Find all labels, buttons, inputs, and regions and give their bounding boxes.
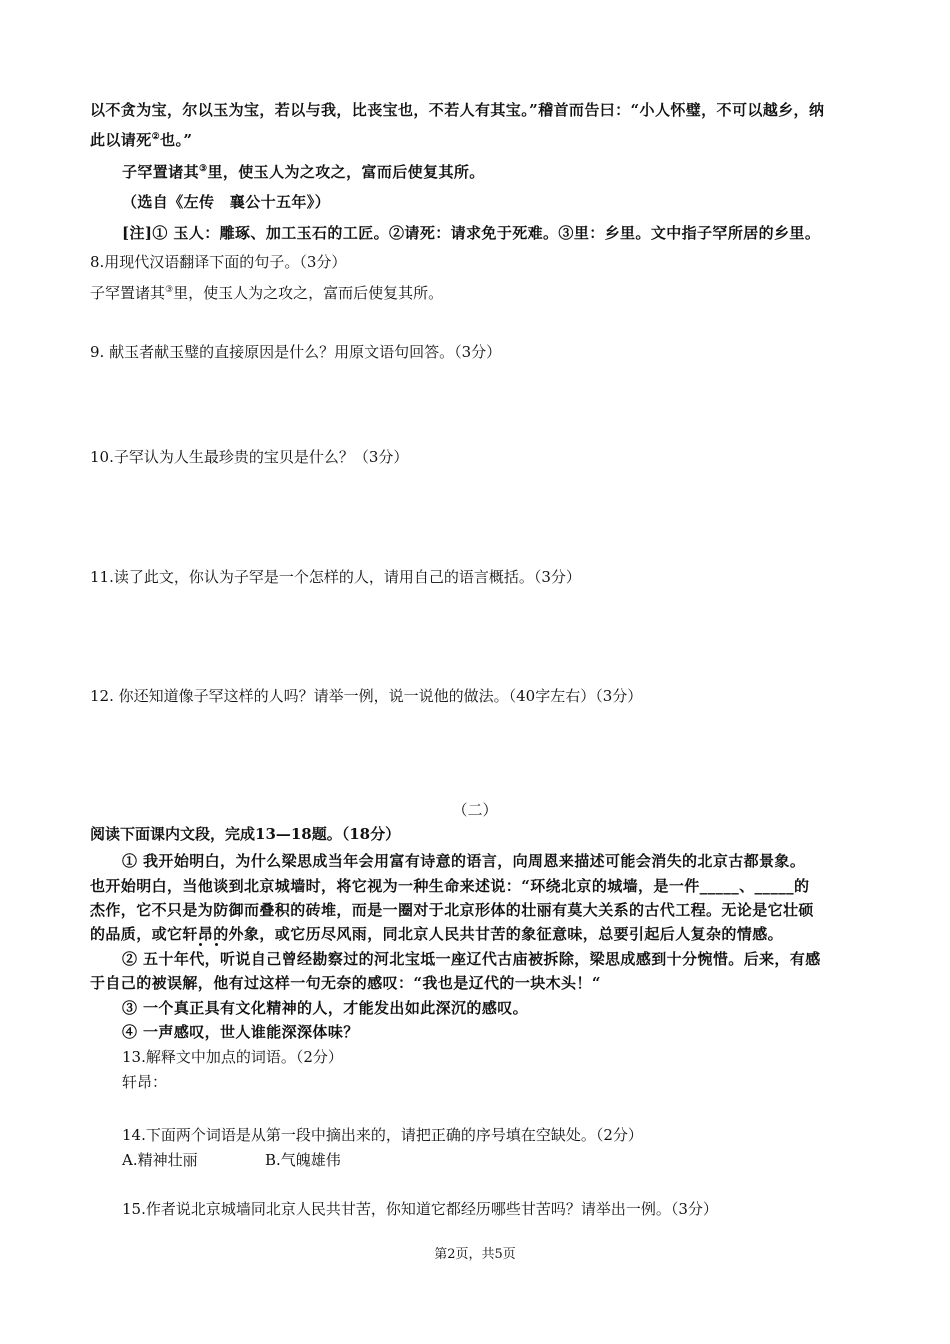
paragraph-2-line-1: ② 五十年代，听说自己曾经勘察过的河北宝坻一座辽代古庙被拆除，梁思成感到十分惋惜。后来，有感 — [122, 950, 821, 968]
paragraph-3: ③ 一个真正具有文化精神的人，才能发出如此深沉的感叹。 — [122, 999, 529, 1017]
question-14: 14.下面两个词语是从第一段中摘出来的，请把正确的序号填在空缺处。（2分） — [122, 1126, 643, 1144]
emphasis-dot-xuan — [199, 943, 202, 946]
question-14-option-a: A.精神壮丽 — [122, 1151, 198, 1169]
passage-note: [注]① 玉人：雕琢、加工玉石的工匠。②请死：请求免于死难。③里：乡里。文中指子罕所居的乡里。 — [122, 224, 821, 242]
question-8-sentence: 子罕置诸其③里，使玉人为之攻之，富而后使复其所。 — [90, 284, 444, 302]
paragraph-4: ④ 一声感叹，世人谁能深深体味？ — [122, 1023, 359, 1041]
paragraph-1-line-4: 的品质，或它轩昂的外象，或它历尽风雨，同北京人民共甘苦的象征意味，总要引起后人复杂的情感。 — [90, 925, 784, 943]
question-12: 12. 你还知道像子罕这样的人吗？请举一例，说一说他的做法。（40字左右）（3分） — [90, 687, 643, 705]
question-9: 9. 献玉者献玉璧的直接原因是什么？用原文语句回答。（3分） — [90, 343, 502, 361]
paragraph-1-line-3: 杰作，它不只是为防御而叠积的砖堆，而是一圈对于北京形体的壮丽有莫大关系的古代工程。无论是它壮硕 — [90, 901, 814, 919]
passage-line-1: 以不贪为宝，尔以玉为宝，若以与我，比丧宝也，不若人有其宝。”稽首而告曰：“小人怀璧，不可以越乡，纳 — [90, 101, 825, 119]
passage-source: （选自《左传 襄公十五年》） — [122, 193, 331, 211]
page-footer: 第2页，共5页 — [434, 1247, 516, 1262]
emphasis-dot-ang — [215, 943, 218, 946]
question-11: 11.读了此文，你认为子罕是一个怎样的人，请用自己的语言概括。（3分） — [90, 568, 581, 586]
section-2-instruction: 阅读下面课内文段，完成13—18题。（18分） — [90, 825, 401, 843]
question-14-option-b: B.气魄雄伟 — [265, 1151, 341, 1169]
question-8: 8.用现代汉语翻译下面的句子。（3分） — [90, 253, 347, 271]
question-15: 15.作者说北京城墙同北京人民共甘苦，你知道它都经历哪些甘苦吗？请举出一例。（3分） — [122, 1200, 718, 1218]
passage-line-2: 此以请死②也。” — [90, 131, 193, 149]
question-13: 13.解释文中加点的词语。（2分） — [122, 1048, 343, 1066]
paragraph-1-line-2: 也开始明白，当他谈到北京城墙时，将它视为一种生命来述说：“环绕北京的城墙，是一件_____、_____的 — [90, 877, 810, 895]
passage-line-3: 子罕置诸其③里，使玉人为之攻之，富而后使复其所。 — [122, 163, 485, 181]
paragraph-1-line-1: ① 我开始明白，为什么梁思成当年会用富有诗意的语言，向周恩来描述可能会消失的北京古都景象。 — [122, 852, 806, 870]
paragraph-2-line-2: 于自己的被误解，他有过这样一句无奈的感叹：“我也是辽代的一块木头！“ — [90, 974, 601, 992]
question-13-item: 轩昂： — [122, 1073, 168, 1091]
question-10: 10.子罕认为人生最珍贵的宝贝是什么？（3分） — [90, 448, 409, 466]
section-2-heading: （二） — [452, 801, 498, 819]
